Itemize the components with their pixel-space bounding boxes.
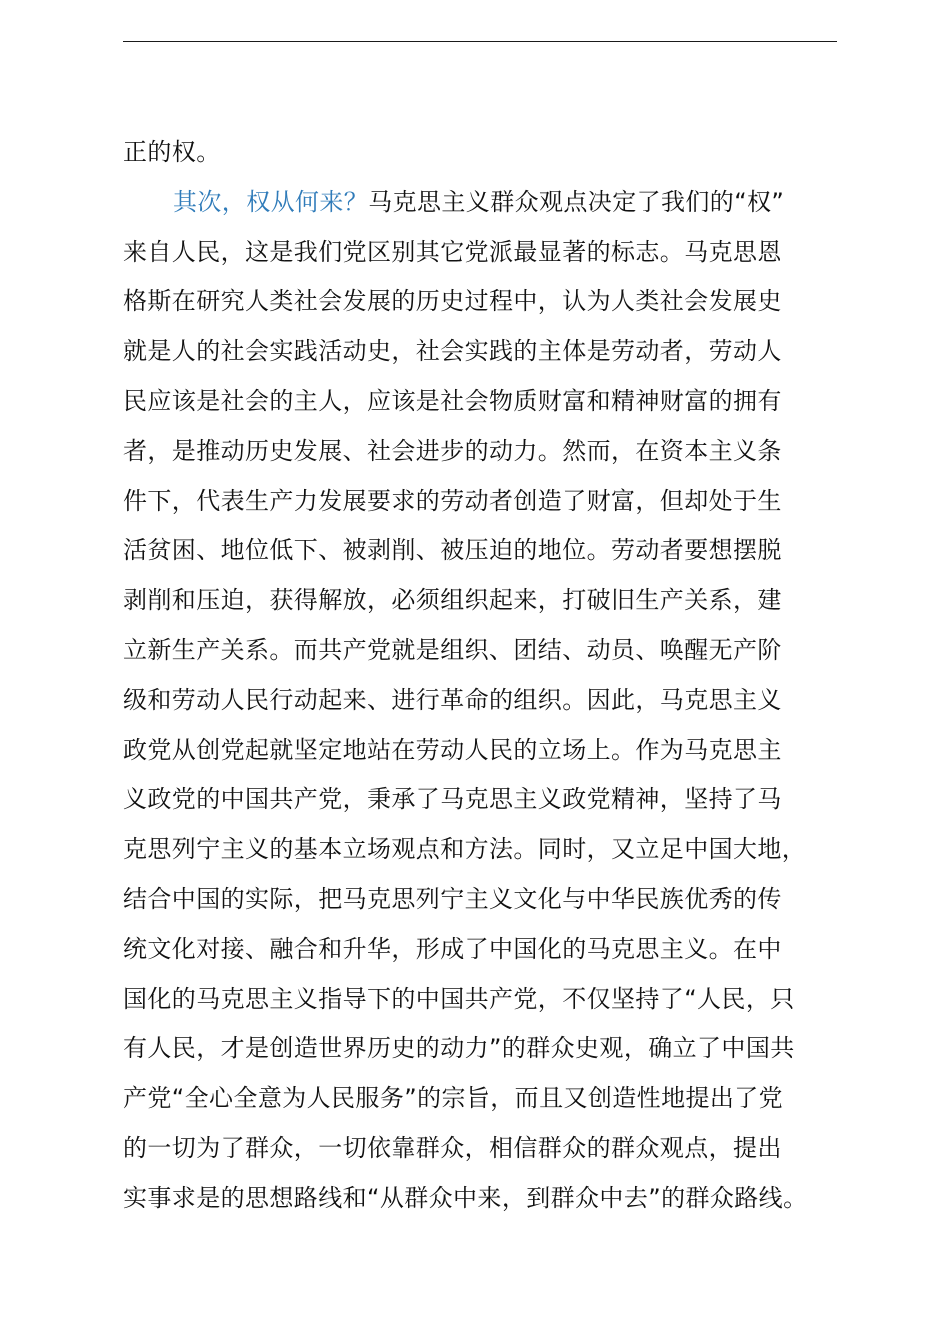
paragraph-line: 者，是推动历史发展、社会进步的动力。然而，在资本主义条 bbox=[123, 436, 782, 465]
paragraph-line: 克思列宁主义的基本立场观点和方法。同时，又立足中国大地， bbox=[123, 835, 807, 864]
paragraph-line: 结合中国的实际，把马克思列宁主义文化与中华民族优秀的传 bbox=[123, 884, 782, 913]
paragraph-line: 剥削和压迫，获得解放，必须组织起来，打破旧生产关系，建 bbox=[123, 586, 782, 615]
paragraph-line: 政党从创党起就坚定地站在劳动人民的立场上。作为马克思主 bbox=[123, 735, 782, 764]
document-body bbox=[123, 128, 863, 1224]
paragraph-line: 国化的马克思主义指导下的中国共产党，不仅坚持了“人民，只 bbox=[123, 984, 795, 1013]
section-heading-highlight: 其次，权从何来？ bbox=[173, 187, 369, 216]
paragraph-line: 有人民，才是创造世界历史的动力”的群众史观，确立了中国共 bbox=[123, 1034, 795, 1063]
paragraph-line: 实事求是的思想路线和“从群众中来，到群众中去”的群众路线。 bbox=[123, 1183, 808, 1212]
paragraph-line: 的一切为了群众，一切依靠群众，相信群众的群众观点，提出 bbox=[123, 1133, 782, 1162]
paragraph-line: 件下，代表生产力发展要求的劳动者创造了财富，但却处于生 bbox=[123, 486, 782, 515]
continued-line: 正的权。 bbox=[123, 138, 221, 166]
paragraph-first-line bbox=[123, 178, 863, 228]
paragraph-line: 立新生产关系。而共产党就是组织、团结、动员、唤醒无产阶 bbox=[123, 635, 782, 664]
paragraph-line: 来自人民，这是我们党区别其它党派最显著的标志。马克思恩 bbox=[123, 237, 782, 266]
paragraph-line: 级和劳动人民行动起来、进行革命的组织。因此，马克思主义 bbox=[123, 685, 782, 714]
paragraph-line: 统文化对接、融合和升华，形成了中国化的马克思主义。在中 bbox=[123, 934, 782, 963]
paragraph-line: 民应该是社会的主人，应该是社会物质财富和精神财富的拥有 bbox=[123, 386, 782, 415]
paragraph-line: 活贫困、地位低下、被剥削、被压迫的地位。劳动者要想摆脱 bbox=[123, 536, 782, 565]
header-rule bbox=[123, 41, 837, 42]
paragraph-first-line-text: 马克思主义群众观点决定了我们的“权” bbox=[368, 187, 785, 216]
paragraph-line: 格斯在研究人类社会发展的历史过程中，认为人类社会发展史 bbox=[123, 287, 782, 316]
paragraph-line: 义政党的中国共产党，秉承了马克思主义政党精神，坚持了马 bbox=[123, 785, 782, 814]
paragraph-line: 产党“全心全意为人民服务”的宗旨，而且又创造性地提出了党 bbox=[123, 1084, 784, 1113]
paragraph-line: 就是人的社会实践活动史，社会实践的主体是劳动者，劳动人 bbox=[123, 337, 782, 366]
